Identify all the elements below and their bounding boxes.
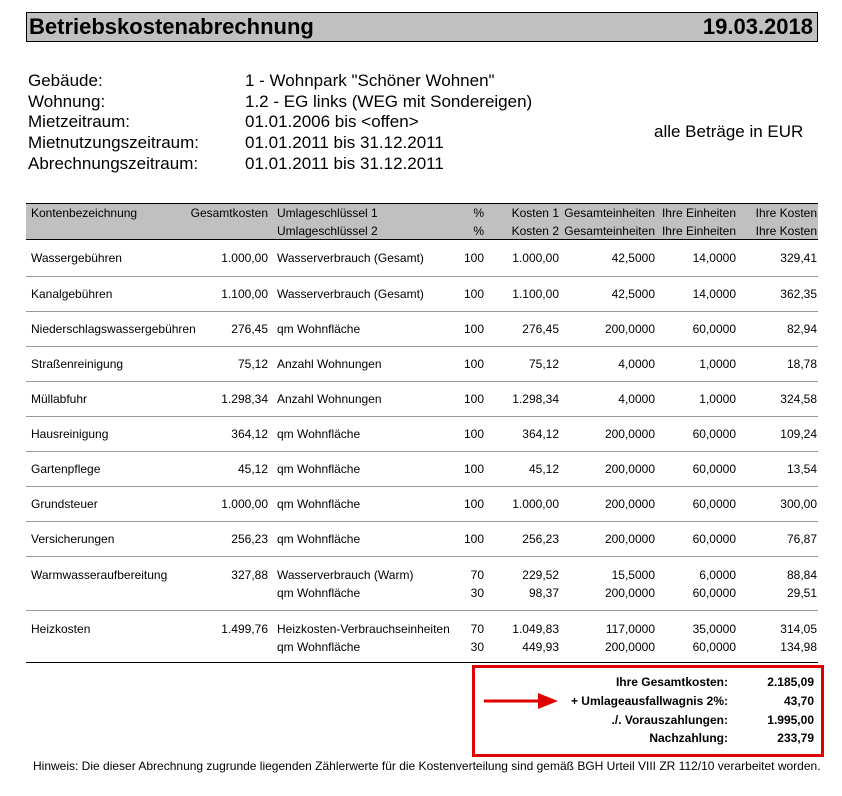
row-divider — [26, 311, 818, 312]
header-schluessel-2: Umlageschlüssel 2 — [277, 224, 378, 238]
row-divider — [26, 610, 818, 611]
row-units-total: 200,0000 — [604, 497, 655, 511]
row-key: qm Wohnfläche — [277, 427, 361, 441]
row-key: Wasserverbrauch (Gesamt) — [277, 287, 424, 301]
row-own-cost: 134,98 — [780, 640, 817, 654]
row-own-cost: 109,24 — [780, 427, 817, 441]
row-units-total: 200,0000 — [604, 640, 655, 654]
header-kosten-1: Kosten 1 — [511, 206, 559, 220]
row-divider — [26, 346, 818, 347]
row-total: 364,12 — [231, 427, 268, 441]
row-units-own: 60,0000 — [692, 462, 736, 476]
row-key: Heizkosten-Verbrauchseinheiten — [277, 622, 450, 636]
summary-value-nachzahlung: 233,79 — [777, 731, 814, 745]
row-units-own: 1,0000 — [699, 357, 736, 371]
row-total: 276,45 — [231, 322, 268, 336]
row-divider — [26, 451, 818, 452]
row-own-cost: 314,05 — [780, 622, 817, 636]
row-divider — [26, 416, 818, 417]
summary-label-nachzahlung: Nachzahlung: — [649, 731, 728, 745]
info-label-mietzeitraum: Mietzeitraum: — [28, 112, 131, 131]
row-total: 1.100,00 — [221, 287, 268, 301]
header-schluessel-1: Umlageschlüssel 1 — [277, 206, 378, 220]
row-units-total: 42,5000 — [611, 251, 655, 265]
row-units-total: 4,0000 — [618, 357, 655, 371]
header-ihre-kosten-2: Ihre Kosten — [755, 224, 817, 238]
row-cost: 229,52 — [522, 568, 559, 582]
row-key: qm Wohnfläche — [277, 532, 361, 546]
row-total: 1.298,34 — [221, 392, 268, 406]
row-total: 1.000,00 — [221, 251, 268, 265]
row-total: 45,12 — [237, 462, 268, 476]
row-divider — [26, 276, 818, 277]
row-own-cost: 82,94 — [786, 322, 817, 336]
row-key: Anzahl Wohnungen — [277, 357, 382, 371]
info-label-abrechnungszeitraum: Abrechnungszeitraum: — [28, 154, 199, 173]
row-cost: 1.000,00 — [512, 251, 559, 265]
row-own-cost: 329,41 — [780, 251, 817, 265]
row-own-cost: 18,78 — [786, 357, 817, 371]
row-own-cost: 300,00 — [780, 497, 817, 511]
row-pct: 100 — [463, 392, 484, 406]
row-cost: 449,93 — [522, 640, 559, 654]
report-title-bar — [26, 12, 818, 42]
row-total: 327,88 — [231, 568, 268, 582]
row-units-own: 60,0000 — [692, 532, 736, 546]
row-name: Heizkosten — [31, 622, 91, 636]
row-name: Grundsteuer — [31, 497, 98, 511]
row-pct: 100 — [463, 287, 484, 301]
row-units-total: 200,0000 — [604, 586, 655, 600]
row-name: Niederschlagswassergebühren — [31, 322, 196, 336]
footnote: Hinweis: Die dieser Abrechnung zugrunde liegenden Zählerwerte für die Kostenverteilung sind gemäß BGH Urteil VIII ZR 112/10 verarbeitet worden. — [33, 759, 821, 773]
info-label-mietnutzungszeitraum: Mietnutzungszeitraum: — [28, 133, 200, 152]
row-divider — [26, 521, 818, 522]
row-divider — [26, 486, 818, 487]
info-label-gebaeude: Gebäude: — [28, 71, 103, 90]
row-pct: 30 — [470, 640, 484, 654]
row-pct: 100 — [463, 357, 484, 371]
summary-value-umlageausfallwagnis: 43,70 — [783, 694, 814, 708]
row-key: qm Wohnfläche — [277, 462, 361, 476]
row-pct: 70 — [470, 568, 484, 582]
row-total: 256,23 — [231, 532, 268, 546]
row-own-cost: 29,51 — [786, 586, 817, 600]
row-divider — [26, 381, 818, 382]
row-name: Warmwasseraufbereitung — [31, 568, 168, 582]
row-units-own: 35,0000 — [692, 622, 736, 636]
row-cost: 75,12 — [528, 357, 559, 371]
row-cost: 1.049,83 — [512, 622, 559, 636]
row-total: 1.000,00 — [221, 497, 268, 511]
info-value-mietzeitraum: 01.01.2006 bis <offen> — [245, 112, 419, 131]
summary-label-gesamtkosten: Ihre Gesamtkosten: — [615, 675, 728, 689]
header-ihre-einheiten-2: Ihre Einheiten — [661, 224, 736, 238]
row-pct: 70 — [470, 622, 484, 636]
row-cost: 1.000,00 — [512, 497, 559, 511]
row-units-total: 200,0000 — [604, 462, 655, 476]
summary-value-gesamtkosten: 2.185,09 — [767, 675, 814, 689]
info-value-abrechnungszeitraum: 01.01.2011 bis 31.12.2011 — [245, 154, 444, 173]
header-pct-1: % — [473, 206, 484, 220]
row-key: Anzahl Wohnungen — [277, 392, 382, 406]
row-units-own: 14,0000 — [692, 251, 736, 265]
row-units-own: 60,0000 — [692, 322, 736, 336]
summary-value-vorauszahlungen: 1.995,00 — [767, 713, 814, 727]
row-units-own: 60,0000 — [692, 586, 736, 600]
report-date: 19.03.2018 — [702, 14, 813, 39]
header-gesamteinheiten-1: Gesamteinheiten — [564, 206, 655, 220]
row-units-total: 4,0000 — [618, 392, 655, 406]
header-ihre-kosten-1: Ihre Kosten — [755, 206, 817, 220]
info-value-mietnutzungszeitraum: 01.01.2011 bis 31.12.2011 — [245, 133, 444, 152]
row-cost: 1.298,34 — [512, 392, 559, 406]
row-name: Hausreinigung — [31, 427, 109, 441]
row-units-total: 15,5000 — [611, 568, 655, 582]
row-pct: 100 — [463, 497, 484, 511]
row-cost: 256,23 — [522, 532, 559, 546]
row-cost: 276,45 — [522, 322, 559, 336]
row-name: Versicherungen — [31, 532, 115, 546]
row-pct: 100 — [463, 322, 484, 336]
row-name: Wassergebühren — [31, 251, 122, 265]
row-units-total: 117,0000 — [605, 622, 655, 636]
row-units-own: 6,0000 — [699, 568, 736, 582]
row-units-own: 60,0000 — [692, 497, 736, 511]
report-title: Betriebskostenabrechnung — [29, 14, 314, 39]
currency-note: alle Beträge in EUR — [654, 122, 804, 141]
info-label-wohnung: Wohnung: — [28, 92, 106, 111]
row-own-cost: 76,87 — [786, 532, 817, 546]
header-gesamtkosten: Gesamtkosten — [190, 206, 268, 220]
row-name: Straßenreinigung — [31, 357, 124, 371]
row-units-own: 60,0000 — [692, 640, 736, 654]
row-key: Wasserverbrauch (Warm) — [277, 568, 414, 582]
row-units-total: 200,0000 — [604, 532, 655, 546]
row-key: Wasserverbrauch (Gesamt) — [277, 251, 424, 265]
summary-label-umlageausfallwagnis: + Umlageausfallwagnis 2%: — [570, 694, 728, 708]
info-value-wohnung: 1.2 - EG links (WEG mit Sondereigen) — [245, 92, 533, 111]
row-units-own: 14,0000 — [692, 287, 736, 301]
header-pct-2: % — [473, 224, 484, 238]
row-pct: 100 — [463, 427, 484, 441]
row-units-own: 60,0000 — [692, 427, 736, 441]
header-konto: Kontenbezeichnung — [31, 206, 138, 220]
row-own-cost: 324,58 — [780, 392, 817, 406]
row-units-own: 1,0000 — [699, 392, 736, 406]
table-bottom-rule — [26, 662, 818, 663]
row-name: Müllabfuhr — [31, 392, 88, 406]
row-own-cost: 13,54 — [786, 462, 817, 476]
row-pct: 100 — [463, 462, 484, 476]
row-cost: 364,12 — [522, 427, 559, 441]
summary-label-vorauszahlungen: ./. Vorauszahlungen: — [611, 713, 728, 727]
row-units-total: 200,0000 — [604, 427, 655, 441]
row-key: qm Wohnfläche — [277, 640, 361, 654]
header-ihre-einheiten-1: Ihre Einheiten — [661, 206, 736, 220]
row-units-total: 42,5000 — [611, 287, 655, 301]
row-own-cost: 88,84 — [786, 568, 817, 582]
row-cost: 45,12 — [528, 462, 559, 476]
row-pct: 100 — [463, 251, 484, 265]
header-kosten-2: Kosten 2 — [511, 224, 559, 238]
row-pct: 30 — [470, 586, 484, 600]
header-gesamteinheiten-2: Gesamteinheiten — [564, 224, 655, 238]
info-value-gebaeude: 1 - Wohnpark "Schöner Wohnen" — [245, 71, 495, 90]
row-total: 1.499,76 — [221, 622, 268, 636]
row-own-cost: 362,35 — [780, 287, 817, 301]
row-pct: 100 — [463, 532, 484, 546]
row-divider — [26, 556, 818, 557]
row-key: qm Wohnfläche — [277, 322, 361, 336]
row-key: qm Wohnfläche — [277, 497, 361, 511]
row-key: qm Wohnfläche — [277, 586, 361, 600]
row-name: Kanalgebühren — [31, 287, 113, 301]
row-cost: 98,37 — [528, 586, 559, 600]
row-units-total: 200,0000 — [604, 322, 655, 336]
row-total: 75,12 — [237, 357, 268, 371]
row-name: Gartenpflege — [31, 462, 101, 476]
row-cost: 1.100,00 — [512, 287, 559, 301]
